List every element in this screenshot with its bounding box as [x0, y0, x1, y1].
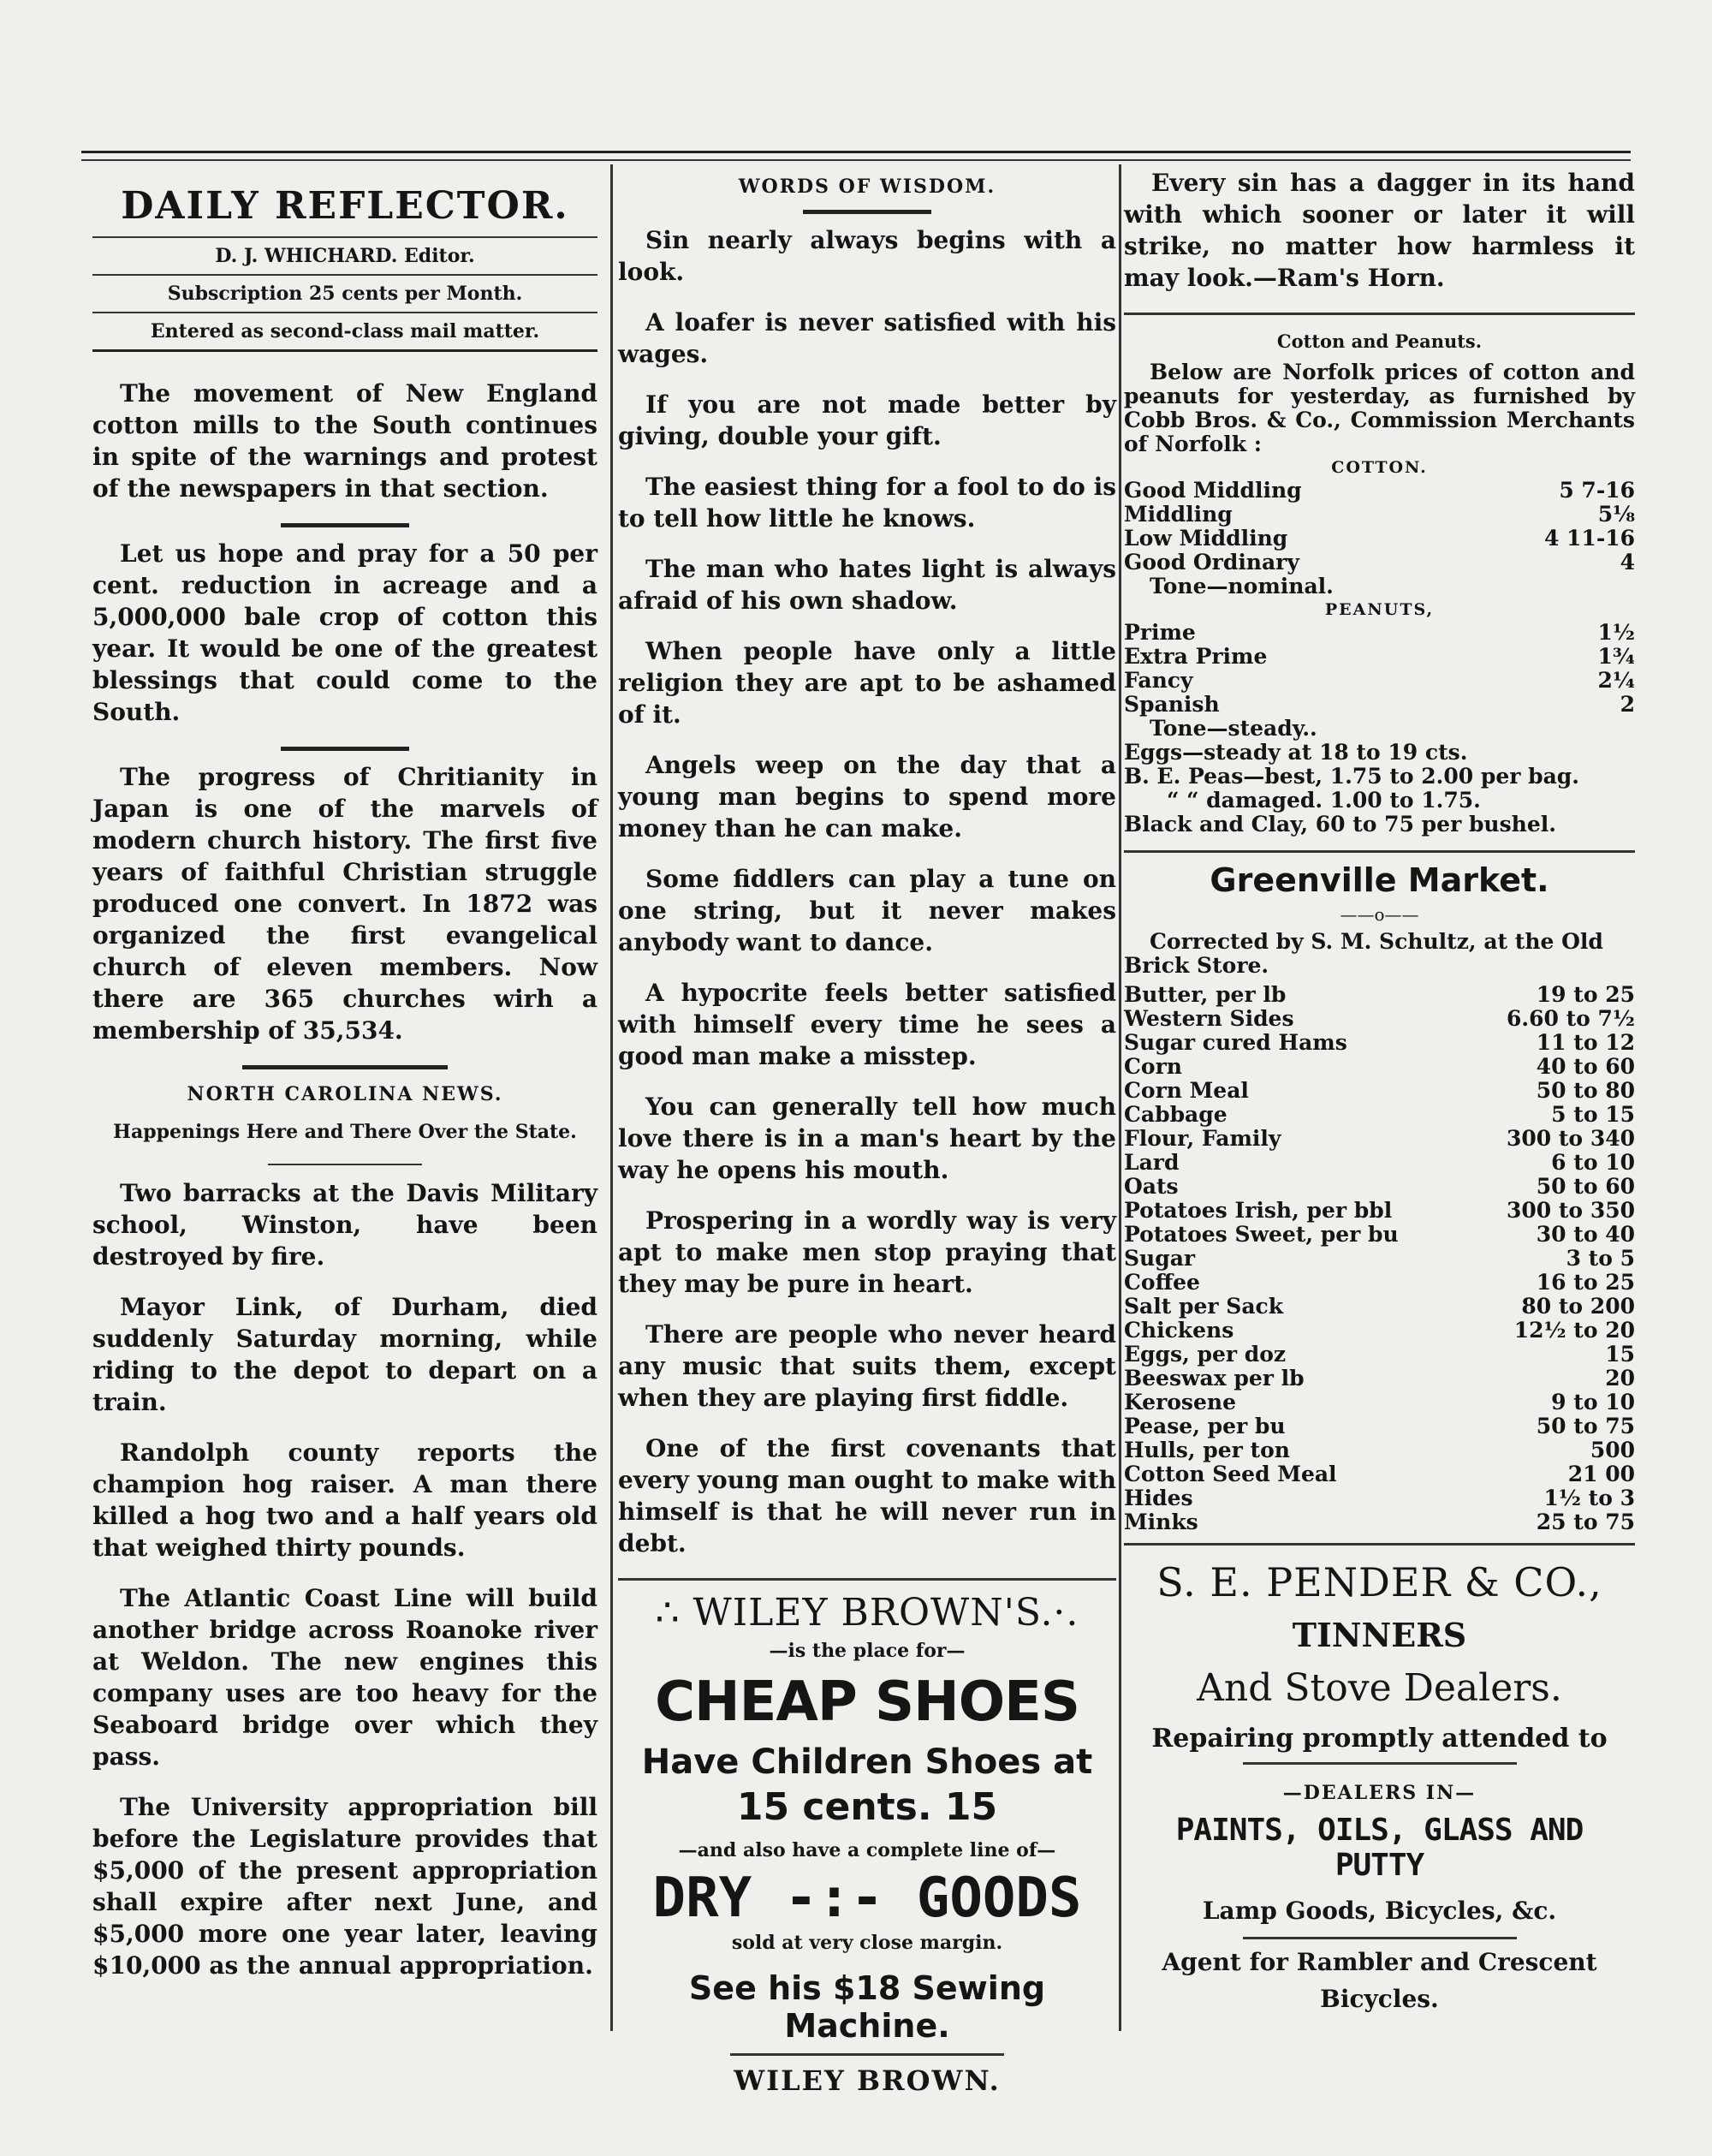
- pender-dealers: —DEALERS IN—: [1282, 1782, 1477, 1804]
- price-item: Fancy: [1124, 668, 1193, 693]
- price-value: 21 00: [1567, 1462, 1635, 1486]
- column-2: [618, 167, 1116, 2105]
- divider: [242, 1065, 448, 1069]
- price-row: [1124, 1007, 1635, 1031]
- column-divider-1: [610, 164, 613, 2031]
- wisdom-saying: Angels weep on the day that a young man begins to spend more money than he can make.: [618, 751, 1116, 843]
- wisdom-saying: When people have only a little religion they are apt to be ashamed of it.: [618, 637, 1116, 729]
- price-item: Low Middling: [1124, 526, 1288, 551]
- price-row: [1124, 1391, 1635, 1415]
- price-item: Potatoes Sweet, per bu: [1124, 1222, 1399, 1247]
- column-1: [92, 167, 597, 2000]
- price-value: 19 to 25: [1536, 982, 1635, 1007]
- peas-line-1: B. E. Peas—best, 1.75 to 2.00 per bag.: [1124, 764, 1579, 789]
- price-value: 4: [1620, 550, 1635, 575]
- eggs-line: Eggs—steady at 18 to 19 cts.: [1124, 740, 1468, 765]
- price-row: [1124, 1295, 1635, 1319]
- pender-ad: [1124, 1559, 1635, 2013]
- price-row: [1124, 1319, 1635, 1343]
- cotton-heading: COTTON.: [1331, 458, 1428, 477]
- price-row: [1124, 1247, 1635, 1271]
- wisdom-saying: The easiest thing for a fool to do is to tell how little he knows.: [618, 473, 1116, 533]
- price-value: 12½ to 20: [1513, 1318, 1635, 1343]
- price-item: Pease, per bu: [1124, 1414, 1286, 1438]
- ad-line-6: See his $18 Sewing Machine.: [688, 1969, 1046, 2045]
- price-value: 11 to 12: [1536, 1030, 1635, 1055]
- divider: [1124, 1543, 1635, 1546]
- wisdom-saying: One of the first covenants that every young man ought to make with himself is that he will never run in debt.: [618, 1434, 1116, 1557]
- price-item: Hides: [1124, 1486, 1193, 1510]
- price-value: 1½: [1597, 620, 1635, 645]
- masthead-editor: D. J. WHICHARD. Editor.: [92, 236, 597, 274]
- price-value: 40 to 60: [1536, 1054, 1635, 1079]
- price-item: Flour, Family: [1124, 1126, 1281, 1151]
- divider: [268, 1164, 422, 1165]
- price-item: Corn Meal: [1124, 1078, 1249, 1103]
- price-item: Prime: [1124, 620, 1196, 645]
- column-divider-2: [1119, 164, 1121, 2031]
- cotton-intro: Below are Norfolk prices of cotton and peanuts for yesterday, as furnished by Cobb Bros. & Co., Commission Merchants of Norfolk :: [1124, 360, 1635, 456]
- price-row: [1124, 1510, 1635, 1534]
- pender-repair: Repairing promptly attended to: [1151, 1724, 1608, 1754]
- wisdom-saying: Some fiddlers can play a tune on one string, but it never makes anybody want to dance.: [618, 865, 1116, 956]
- price-row: [1124, 1175, 1635, 1199]
- price-row: [1124, 645, 1635, 669]
- cotton-tone: Tone—nominal.: [1150, 574, 1334, 599]
- price-item: Minks: [1124, 1510, 1198, 1534]
- pender-trade-2: And Stove Dealers.: [1197, 1666, 1562, 1710]
- price-item: Oats: [1124, 1174, 1179, 1199]
- pender-trade: TINNERS: [1292, 1616, 1467, 1654]
- peanuts-tone: Tone—steady..: [1150, 716, 1317, 741]
- price-item: Extra Prime: [1124, 644, 1268, 669]
- price-value: 16 to 25: [1536, 1270, 1635, 1295]
- price-item: Coffee: [1124, 1270, 1200, 1295]
- price-item: Hulls, per ton: [1124, 1438, 1290, 1462]
- divider: [281, 523, 409, 527]
- price-row: [1124, 1223, 1635, 1247]
- price-row: [1124, 669, 1635, 693]
- wisdom-saying: There are people who never heard any music that suits them, except when they are playing first fiddle.: [618, 1320, 1116, 1412]
- ad-line-1: Have Children Shoes at: [641, 1742, 1093, 1782]
- price-item: Kerosene: [1124, 1390, 1236, 1415]
- price-value: 50 to 60: [1536, 1174, 1635, 1199]
- ad-line-3: —and also have a complete line of—: [678, 1839, 1056, 1861]
- price-item: Lard: [1124, 1150, 1180, 1175]
- price-item: Sugar cured Hams: [1124, 1030, 1347, 1055]
- price-value: 1½ to 3: [1543, 1486, 1635, 1510]
- top-rule: [81, 151, 1631, 153]
- price-row: [1124, 1343, 1635, 1367]
- peas-line-2: “ “ damaged. 1.00 to 1.75.: [1167, 788, 1481, 813]
- price-item: Corn: [1124, 1054, 1182, 1079]
- price-row: [1124, 1031, 1635, 1055]
- price-row: [1124, 503, 1635, 527]
- intro-saying: Every sin has a dagger in its hand with which sooner or later it will strike, no matter how harmless it may look.—Ram's Horn.: [1124, 169, 1635, 292]
- divider: [1124, 313, 1635, 315]
- news-item: Randolph county reports the champion hog raiser. A man there killed a hog two and a half years old that weighed thirty pounds.: [92, 1438, 597, 1562]
- price-row: [1124, 1079, 1635, 1103]
- market-title: Greenville Market.: [1210, 861, 1549, 899]
- cotton-title: Cotton and Peanuts.: [1276, 331, 1483, 352]
- news-item: Mayor Link, of Durham, died suddenly Saturday morning, while riding to the depot to depart on a train.: [92, 1293, 597, 1416]
- price-value: 20: [1605, 1366, 1635, 1391]
- price-value: 4 11-16: [1543, 526, 1635, 551]
- wisdom-saying: You can generally tell how much love there is in a man's heart by the way he opens his mouth.: [618, 1093, 1116, 1184]
- black-clay-line: Black and Clay, 60 to 75 per bushel.: [1124, 812, 1556, 837]
- wisdom-saying: A loafer is never satisfied with his wages.: [618, 308, 1116, 368]
- pender-name: S. E. PENDER & CO.,: [1156, 1559, 1602, 1605]
- pender-agent-2: Bicycles.: [1320, 1985, 1439, 2013]
- price-value: 500: [1590, 1438, 1635, 1462]
- news-item: The Atlantic Coast Line will build another bridge across Roanoke river at Weldon. The new engines this company uses are too heavy for the Seaboard bridge over which they pass.: [92, 1584, 597, 1771]
- price-value: 6 to 10: [1551, 1150, 1635, 1175]
- wisdom-saying: Prospering in a wordly way is very apt to make men stop praying that they may be pure in heart.: [618, 1206, 1116, 1298]
- peanuts-heading: PEANUTS,: [1324, 600, 1435, 619]
- editorial-paragraph: Let us hope and pray for a 50 per cent. reduction in acreage and a 5,000,000 bale crop of cotton this year. It would be one of the greatest blessings that could come to the South.: [92, 539, 597, 726]
- ad-signature: WILEY BROWN.: [734, 2064, 1001, 2097]
- nc-news-subheading: Happenings Here and There Over the State.: [113, 1121, 577, 1143]
- price-item: Good Middling: [1124, 478, 1302, 503]
- market-price-list: [1124, 983, 1635, 1534]
- wisdom-saying: If you are not made better by giving, double your gift.: [618, 390, 1116, 450]
- price-item: Spanish: [1124, 692, 1220, 717]
- editorial-paragraph: The movement of New England cotton mills to the South continues in spite of the warnings and protest of the newspapers in that section.: [92, 379, 597, 503]
- price-value: 9 to 10: [1551, 1390, 1635, 1415]
- price-item: Good Ordinary: [1124, 550, 1299, 575]
- price-item: Salt per Sack: [1124, 1294, 1284, 1319]
- price-value: 2: [1620, 692, 1635, 717]
- price-row: [1124, 1103, 1635, 1127]
- price-value: 5 to 15: [1551, 1102, 1635, 1127]
- price-value: 50 to 80: [1536, 1078, 1635, 1103]
- price-row: [1124, 1199, 1635, 1223]
- divider: [281, 747, 409, 751]
- wisdom-saying: Sin nearly always begins with a look.: [618, 226, 1116, 286]
- nc-news-heading: NORTH CAROLINA NEWS.: [187, 1083, 503, 1105]
- wisdom-heading: WORDS OF WISDOM.: [738, 176, 996, 198]
- ad-headline: CHEAP SHOES: [655, 1671, 1079, 1734]
- price-value: 5⅛: [1597, 502, 1635, 527]
- ad-place: —is the place for—: [769, 1640, 966, 1662]
- ad-line-5: sold at very close margin.: [731, 1932, 1003, 1954]
- price-row: [1124, 1486, 1635, 1510]
- price-item: Middling: [1124, 502, 1233, 527]
- column-3: [1124, 167, 1635, 2016]
- price-value: 80 to 200: [1521, 1294, 1635, 1319]
- price-value: 2¼: [1597, 668, 1635, 693]
- price-value: 300 to 340: [1507, 1126, 1635, 1151]
- top-rule-secondary: [81, 159, 1631, 161]
- price-value: 25 to 75: [1536, 1510, 1635, 1534]
- price-value: 1¾: [1597, 644, 1635, 669]
- price-item: Sugar: [1124, 1246, 1196, 1271]
- price-row: [1124, 1055, 1635, 1079]
- market-ornament: ——o——: [1340, 904, 1419, 925]
- pender-goods: PAINTS, OILS, GLASS AND PUTTY: [1175, 1813, 1584, 1883]
- price-value: 5 7-16: [1559, 478, 1635, 503]
- ad-top-rule: [618, 1578, 1116, 1581]
- cotton-price-list: [1124, 479, 1635, 575]
- peanut-price-list: [1124, 621, 1635, 717]
- divider: [1243, 1762, 1517, 1765]
- price-value: 50 to 75: [1536, 1414, 1635, 1438]
- price-value: 3 to 5: [1566, 1246, 1635, 1271]
- price-item: Cotton Seed Meal: [1124, 1462, 1337, 1486]
- news-item: The University appropriation bill before the Legislature provides that $5,000 of the present appropriation shall expire after next June, and $5,000 more one year later, leaving $10,000 as the annual appropriation.: [92, 1793, 597, 1980]
- price-row: [1124, 1271, 1635, 1295]
- price-row: [1124, 1415, 1635, 1438]
- price-row: [1124, 621, 1635, 645]
- divider: [730, 2053, 1004, 2056]
- price-item: Eggs, per doz: [1124, 1342, 1287, 1367]
- masthead-subscription: Subscription 25 cents per Month.: [92, 274, 597, 312]
- wiley-brown-ad: [618, 1591, 1116, 2097]
- price-value: 300 to 350: [1507, 1198, 1635, 1223]
- price-item: Potatoes Irish, per bbl: [1124, 1198, 1393, 1223]
- price-item: Beeswax per lb: [1124, 1366, 1305, 1391]
- price-item: Butter, per lb: [1124, 982, 1287, 1007]
- price-value: 6.60 to 7½: [1507, 1006, 1635, 1031]
- masthead-title: DAILY REFLECTOR.: [121, 184, 569, 228]
- editorial-paragraph: The progress of Chritianity in Japan is one of the marvels of modern church history. The first five years of faithful Christian struggle produced one convert. In 1872 was organized the first evangelical church of eleven members. Now there are 365 churches wirh a membership of 35,534.: [92, 763, 597, 1045]
- price-item: Chickens: [1124, 1318, 1234, 1343]
- price-row: [1124, 1438, 1635, 1462]
- price-row: [1124, 479, 1635, 503]
- divider: [1124, 850, 1635, 853]
- price-item: Western Sides: [1124, 1006, 1294, 1031]
- ad-line-2: 15 cents. 15: [736, 1785, 998, 1829]
- divider: [1243, 1937, 1517, 1939]
- price-row: [1124, 1151, 1635, 1175]
- price-value: 15: [1605, 1342, 1635, 1367]
- price-row: [1124, 983, 1635, 1007]
- pender-agent-1: Agent for Rambler and Crescent: [1162, 1948, 1597, 1976]
- pender-lamp: Lamp Goods, Bicycles, &c.: [1202, 1897, 1557, 1925]
- price-row: [1124, 1367, 1635, 1391]
- price-row: [1124, 1462, 1635, 1486]
- price-row: [1124, 551, 1635, 575]
- ad-name: ∴ WILEY BROWN'S.·.: [655, 1591, 1079, 1635]
- price-item: Cabbage: [1124, 1102, 1228, 1127]
- price-row: [1124, 1127, 1635, 1151]
- price-row: [1124, 527, 1635, 551]
- ad-line-4: DRY -:- GOODS: [652, 1867, 1082, 1930]
- divider: [803, 210, 931, 214]
- price-value: 30 to 40: [1536, 1222, 1635, 1247]
- wisdom-saying: The man who hates light is always afraid of his own shadow.: [618, 555, 1116, 615]
- masthead-entered: Entered as second-class mail matter.: [92, 312, 597, 352]
- price-row: [1124, 693, 1635, 717]
- market-intro: Corrected by S. M. Schultz, at the Old Brick Store.: [1124, 929, 1603, 978]
- news-item: Two barracks at the Davis Military school, Winston, have been destroyed by fire.: [92, 1179, 597, 1271]
- wisdom-saying: A hypocrite feels better satisfied with himself every time he sees a good man make a misstep.: [618, 979, 1116, 1070]
